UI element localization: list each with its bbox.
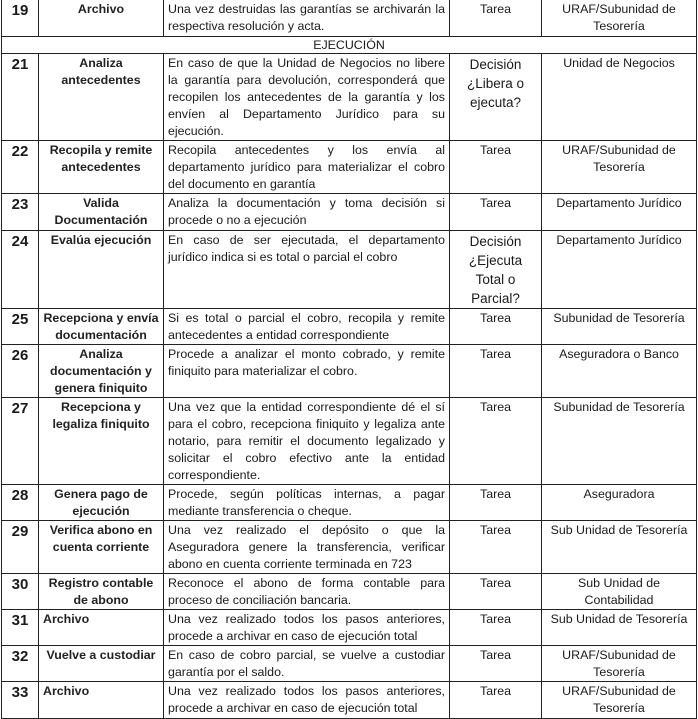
activity-type: Tarea	[450, 574, 542, 610]
table-row	[2, 141, 697, 194]
activity-description: Reconoce el abono de forma contable para proceso de conciliación bancaria.	[164, 574, 450, 610]
table-row	[2, 682, 697, 719]
table-row	[2, 54, 697, 141]
section-header-row	[2, 37, 697, 54]
activity-type: Tarea	[450, 309, 542, 345]
step-number: 28	[2, 485, 39, 521]
activity-description: En caso de cobro parcial, se vuelve a custodiar garantía por el saldo.	[164, 646, 450, 682]
table-row	[2, 398, 697, 485]
step-number: 24	[2, 231, 39, 309]
responsible: Aseguradora o Banco	[542, 345, 697, 398]
activity-name: Valida Documentación	[39, 194, 164, 231]
table-row	[2, 194, 697, 231]
process-table-body	[2, 0, 697, 719]
activity-name: Analiza documentación y genera finiquito	[39, 345, 164, 398]
activity-type: Tarea	[450, 0, 542, 37]
table-row	[2, 345, 697, 398]
table-row	[2, 574, 697, 610]
activity-description: Una vez realizado todos los pasos anteriores, procede a archivar en caso de ejecución total	[164, 682, 450, 719]
table-row	[2, 309, 697, 345]
step-number: 27	[2, 398, 39, 485]
activity-type: Tarea	[450, 682, 542, 719]
step-number: 30	[2, 574, 39, 610]
responsible: Departamento Jurídico	[542, 194, 697, 231]
step-number: 22	[2, 141, 39, 194]
section-title: EJECUCIÓN	[2, 37, 697, 54]
activity-description: En caso de que la Unidad de Negocios no libere la garantía para devolución, corresponderá que recopilen los antecedentes de la garantía y los envíen al Departamento Jurídico para su ejecución.	[164, 54, 450, 141]
activity-description: Una vez realizado todos los pasos anteriores, procede a archivar en caso de ejecución total	[164, 610, 450, 646]
activity-name: Archivo	[39, 682, 164, 719]
step-number: 19	[2, 0, 39, 37]
responsible: Unidad de Negocios	[542, 54, 697, 141]
activity-type: Tarea	[450, 345, 542, 398]
activity-description: Una vez destruidas las garantías se archivarán la respectiva resolución y acta.	[164, 0, 450, 37]
process-table	[1, 0, 697, 719]
activity-type: Tarea	[450, 485, 542, 521]
responsible: Subunidad de Tesorería	[542, 309, 697, 345]
responsible: Sub Unidad de Contabilidad	[542, 574, 697, 610]
activity-type: Tarea	[450, 521, 542, 574]
activity-description: Una vez que la entidad correspondiente dé el sí para el cobro, recepciona finiquito y legaliza ante notario, para remitir el documento legalizado y solicitar el cobro efectivo ante la entidad correspondiente.	[164, 398, 450, 485]
activity-type: Decisión ¿Libera o ejecuta?	[450, 54, 542, 141]
activity-name: Genera pago de ejecución	[39, 485, 164, 521]
step-number: 32	[2, 646, 39, 682]
step-number: 33	[2, 682, 39, 719]
activity-name: Verifica abono en cuenta corriente	[39, 521, 164, 574]
table-row	[2, 521, 697, 574]
responsible: Aseguradora	[542, 485, 697, 521]
activity-type: Tarea	[450, 398, 542, 485]
activity-name: Archivo	[39, 0, 164, 37]
responsible: URAF/Subunidad de Tesorería	[542, 0, 697, 37]
activity-type: Tarea	[450, 646, 542, 682]
responsible: URAF/Subunidad de Tesorería	[542, 646, 697, 682]
activity-type: Tarea	[450, 141, 542, 194]
activity-type: Tarea	[450, 610, 542, 646]
step-number: 31	[2, 610, 39, 646]
step-number: 23	[2, 194, 39, 231]
table-row	[2, 0, 697, 37]
activity-name: Archivo	[39, 610, 164, 646]
step-number: 25	[2, 309, 39, 345]
activity-name: Analiza antecedentes	[39, 54, 164, 141]
activity-type: Decisión ¿Ejecuta Total o Parcial?	[450, 231, 542, 309]
step-number: 29	[2, 521, 39, 574]
responsible: Departamento Jurídico	[542, 231, 697, 309]
activity-name: Vuelve a custodiar	[39, 646, 164, 682]
activity-name: Recepciona y envía documentación	[39, 309, 164, 345]
activity-name: Evalúa ejecución	[39, 231, 164, 309]
responsible: URAF/Subunidad de Tesorería	[542, 141, 697, 194]
table-row	[2, 485, 697, 521]
responsible: URAF/Subunidad de Tesorería	[542, 682, 697, 719]
responsible: Sub Unidad de Tesorería	[542, 521, 697, 574]
table-row	[2, 231, 697, 309]
activity-description: Analiza la documentación y toma decisión si procede o no a ejecución	[164, 194, 450, 231]
step-number: 26	[2, 345, 39, 398]
step-number: 21	[2, 54, 39, 141]
activity-description: Procede a analizar el monto cobrado, y remite finiquito para materializar el cobro.	[164, 345, 450, 398]
responsible: Sub Unidad de Tesorería	[542, 610, 697, 646]
activity-name: Registro contable de abono	[39, 574, 164, 610]
activity-description: En caso de ser ejecutada, el departamento jurídico indica si es total o parcial el cobro	[164, 231, 450, 309]
responsible: Subunidad de Tesorería	[542, 398, 697, 485]
activity-name: Recopila y remite antecedentes	[39, 141, 164, 194]
activity-description: Procede, según políticas internas, a pagar mediante transferencia o cheque.	[164, 485, 450, 521]
activity-description: Una vez realizado el depósito o que la Aseguradora genere la transferencia, verificar abono en cuenta corriente terminada en 723	[164, 521, 450, 574]
activity-name: Recepciona y legaliza finiquito	[39, 398, 164, 485]
activity-description: Recopila antecedentes y los envía al departamento jurídico para materializar el cobro del documento en garantía	[164, 141, 450, 194]
activity-description: Si es total o parcial el cobro, recopila y remite antecedentes a entidad correspondiente	[164, 309, 450, 345]
table-row	[2, 610, 697, 646]
table-row	[2, 646, 697, 682]
activity-type: Tarea	[450, 194, 542, 231]
